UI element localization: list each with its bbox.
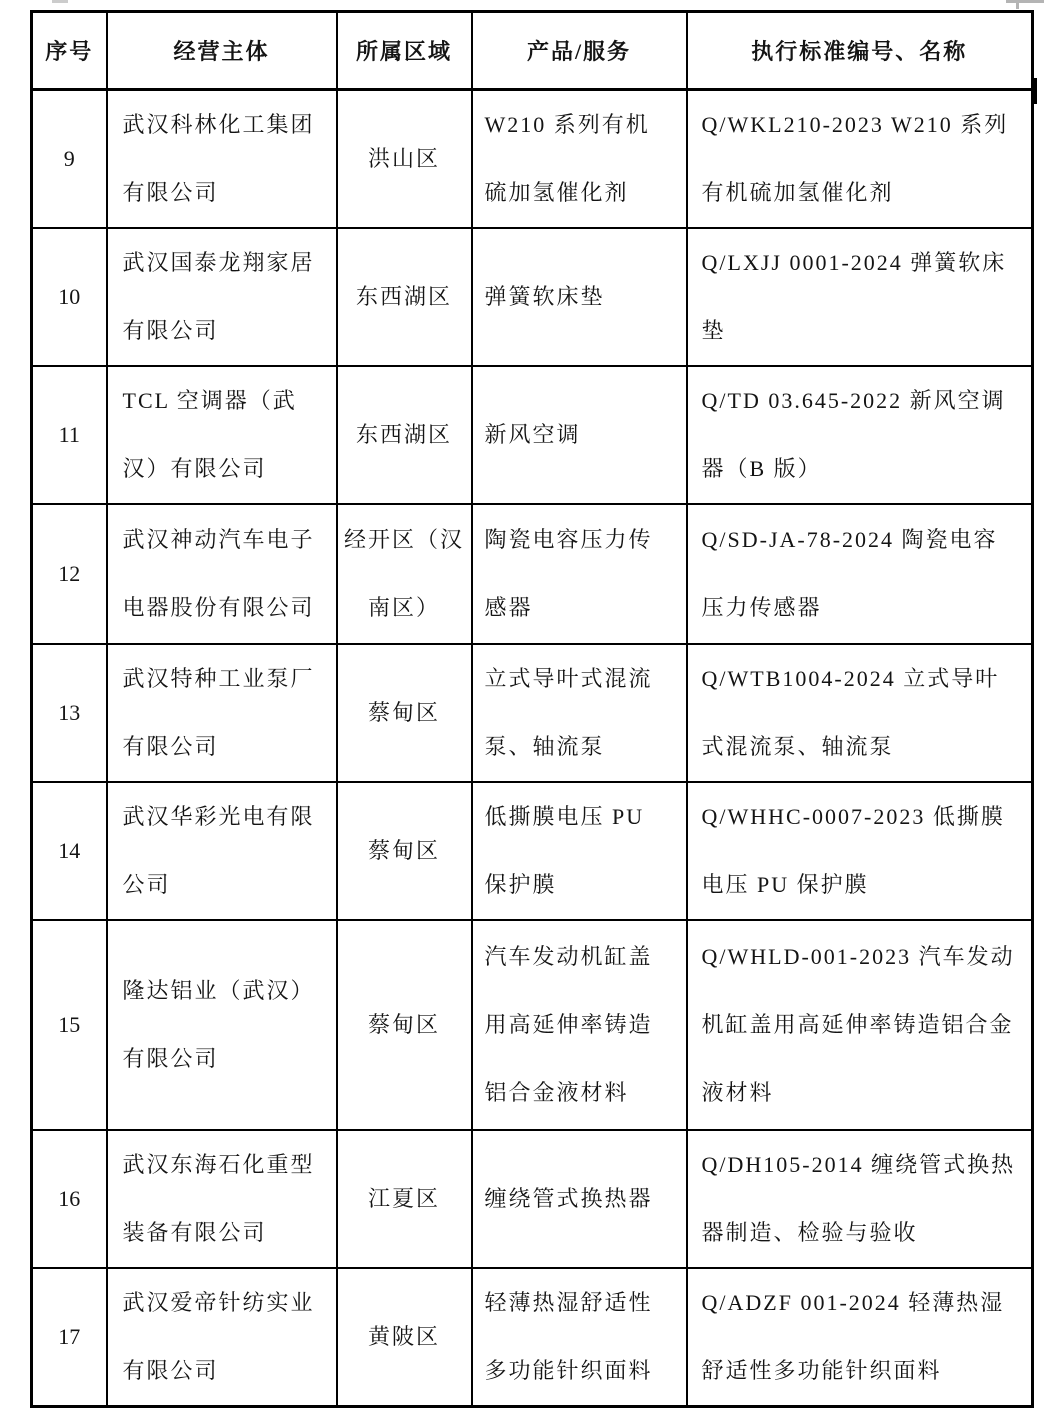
cell-standard: Q/LXJJ 0001-2024 弹簧软床垫	[687, 228, 1033, 366]
cell-no: 10	[32, 228, 107, 366]
col-header-standard: 执行标准编号、名称	[687, 12, 1033, 90]
table-row	[32, 504, 1033, 644]
table-row	[32, 644, 1033, 782]
col-header-product: 产品/服务	[472, 12, 687, 90]
cell-standard: Q/TD 03.645-2022 新风空调器（B 版）	[687, 366, 1033, 504]
cell-entity: 武汉爱帝针纺实业有限公司	[107, 1268, 337, 1407]
cell-no: 15	[32, 920, 107, 1130]
cell-entity: TCL 空调器（武汉）有限公司	[107, 366, 337, 504]
table-header-row	[32, 12, 1033, 90]
cell-entity: 武汉神动汽车电子电器股份有限公司	[107, 504, 337, 644]
standards-table	[30, 10, 1034, 1408]
cell-product: 新风空调	[472, 366, 687, 504]
cell-entity: 武汉东海石化重型装备有限公司	[107, 1130, 337, 1268]
col-header-no: 序号	[32, 12, 107, 90]
cell-product: 汽车发动机缸盖用高延伸率铸造铝合金液材料	[472, 920, 687, 1130]
cell-standard: Q/WHLD-001-2023 汽车发动机缸盖用高延伸率铸造铝合金液材料	[687, 920, 1033, 1130]
cell-entity: 武汉特种工业泵厂有限公司	[107, 644, 337, 782]
cell-no: 14	[32, 782, 107, 920]
cell-region: 洪山区	[337, 90, 472, 229]
cell-product: 陶瓷电容压力传感器	[472, 504, 687, 644]
cell-entity: 武汉科林化工集团有限公司	[107, 90, 337, 229]
cell-product: 立式导叶式混流泵、轴流泵	[472, 644, 687, 782]
cell-region: 东西湖区	[337, 228, 472, 366]
cell-region: 东西湖区	[337, 366, 472, 504]
cell-region: 蔡甸区	[337, 644, 472, 782]
cell-entity: 武汉国泰龙翔家居有限公司	[107, 228, 337, 366]
cell-product: 低撕膜电压 PU 保护膜	[472, 782, 687, 920]
table-row	[32, 920, 1033, 1130]
table-row	[32, 1268, 1033, 1407]
cell-region: 蔡甸区	[337, 920, 472, 1130]
cell-region: 江夏区	[337, 1130, 472, 1268]
cell-no: 13	[32, 644, 107, 782]
table-row	[32, 366, 1033, 504]
page-edge-artifact-right-tick	[1016, 0, 1019, 9]
cell-no: 16	[32, 1130, 107, 1268]
cell-standard: Q/ADZF 001-2024 轻薄热湿舒适性多功能针织面料	[687, 1268, 1033, 1407]
cell-no: 9	[32, 90, 107, 229]
col-header-entity: 经营主体	[107, 12, 337, 90]
table-row	[32, 90, 1033, 229]
cell-entity: 隆达铝业（武汉）有限公司	[107, 920, 337, 1130]
cell-no: 12	[32, 504, 107, 644]
cell-product: 缠绕管式换热器	[472, 1130, 687, 1268]
cell-region: 经开区（汉南区）	[337, 504, 472, 644]
col-header-region: 所属区域	[337, 12, 472, 90]
table-row	[32, 228, 1033, 366]
cell-standard: Q/WHHC-0007-2023 低撕膜电压 PU 保护膜	[687, 782, 1033, 920]
table-row	[32, 1130, 1033, 1268]
page-edge-artifact-left	[52, 0, 68, 3]
cell-standard: Q/SD-JA-78-2024 陶瓷电容压力传感器	[687, 504, 1033, 644]
cell-standard: Q/WTB1004-2024 立式导叶式混流泵、轴流泵	[687, 644, 1033, 782]
cell-standard: Q/DH105-2014 缠绕管式换热器制造、检验与验收	[687, 1130, 1033, 1268]
cell-entity: 武汉华彩光电有限公司	[107, 782, 337, 920]
cell-region: 黄陂区	[337, 1268, 472, 1407]
cell-region: 蔡甸区	[337, 782, 472, 920]
cell-no: 11	[32, 366, 107, 504]
cell-product: W210 系列有机硫加氢催化剂	[472, 90, 687, 229]
cell-product: 轻薄热湿舒适性多功能针织面料	[472, 1268, 687, 1407]
table-row	[32, 782, 1033, 920]
cell-standard: Q/WKL210-2023 W210 系列有机硫加氢催化剂	[687, 90, 1033, 229]
cell-product: 弹簧软床垫	[472, 228, 687, 366]
page-edge-artifact-right	[1006, 0, 1044, 3]
cell-no: 17	[32, 1268, 107, 1407]
